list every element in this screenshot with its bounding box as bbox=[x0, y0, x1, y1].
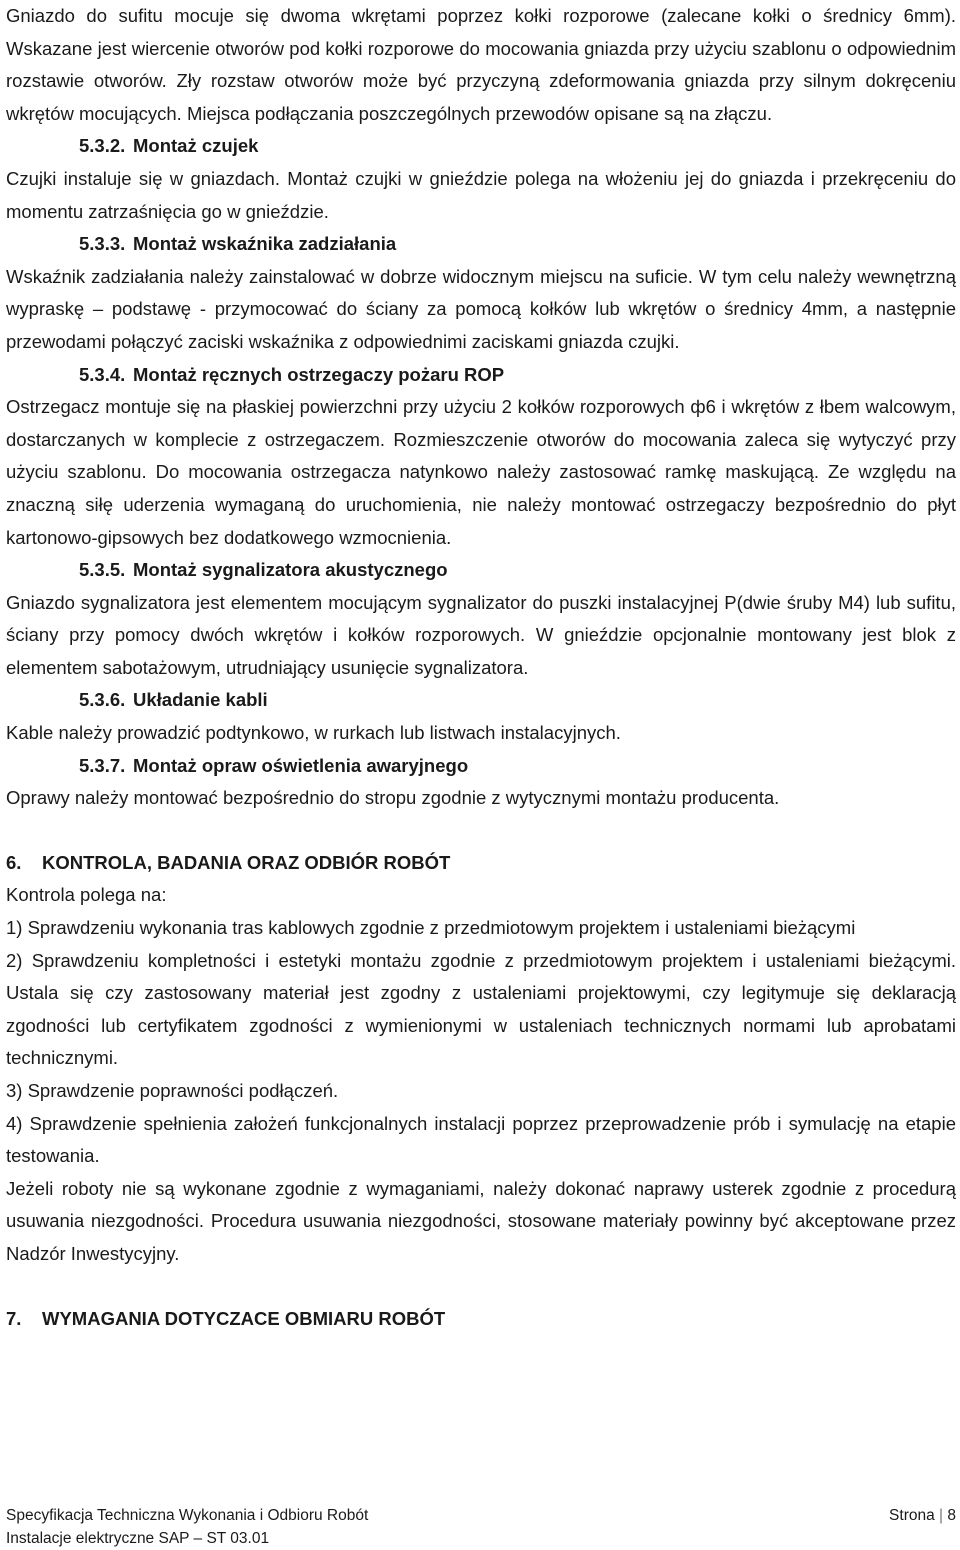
section-title: Montaż wskaźnika zadziałania bbox=[133, 233, 397, 255]
page-label: Strona bbox=[889, 1507, 935, 1524]
heading-6 bbox=[6, 847, 956, 880]
heading-5-3-4 bbox=[6, 359, 956, 392]
spacer bbox=[6, 1271, 956, 1303]
section-title: Montaż opraw oświetlenia awaryjnego bbox=[133, 754, 469, 776]
section-number: 5.3.2. bbox=[79, 135, 126, 157]
document-page bbox=[6, 0, 956, 1335]
list-item-1: 1) Sprawdzeniu wykonania tras kablowych zgodnie z przedmiotowym projektem i ustaleniami bieżącymi bbox=[6, 917, 856, 939]
paragraph-intro: Gniazdo do sufitu mocuje się dwoma wkrętami poprzez kołki rozporowe (zalecane kołki o średnicy 6mm). Wskazane jest wiercenie otworów pod kołki rozporowe do mocowania gniazda przy użyciu szablonu o odpowiednim rozstawie otworów. Zły rozstaw otworów może być przyczyną zdeformowania gniazda przy silnym dokręceniu wkrętów mocujących. Miejsca podłączania poszczególnych przewodów opisane są na złączu. bbox=[6, 5, 956, 124]
page-number: 8 bbox=[947, 1507, 956, 1524]
section-title: WYMAGANIA DOTYCZACE OBMIARU ROBÓT bbox=[42, 1307, 446, 1329]
section-number: 6. bbox=[6, 851, 22, 873]
section-title: KONTROLA, BADANIA ORAZ ODBIÓR ROBÓT bbox=[42, 851, 451, 873]
section-title: Montaż czujek bbox=[133, 135, 259, 157]
section-title: Montaż sygnalizatora akustycznego bbox=[133, 559, 448, 581]
list-item-2: 2) Sprawdzeniu kompletności i estetyki montażu zgodnie z przedmiotowym projektem i ustaleniami bieżącymi. Ustala się czy zastosowany materiał jest zgodny z ustaleniami projektowymi, czy legitymuje się deklaracją zgodności lub certyfikatem zgodności z wymienionymi w ustaleniach technicznych normami lub aprobatami technicznymi. bbox=[6, 949, 956, 1069]
footer-row-1 bbox=[6, 1504, 956, 1527]
section-number: 5.3.4. bbox=[79, 363, 126, 385]
section-number: 5.3.3. bbox=[79, 233, 126, 255]
list-item-3: 3) Sprawdzenie poprawności podłączeń. bbox=[6, 1080, 339, 1101]
footer-separator: | bbox=[939, 1507, 944, 1524]
paragraph-5-3-3: Wskaźnik zadziałania należy zainstalować w dobrze widocznym miejscu na suficie. W tym celu należy wewnętrzną wypraskę – podstawę - przymocować do ściany za pomocą kołków lub wkrętów o średnicy 4mm, a następnie przewodami połączyć zaciski wskaźnika z odpowiednimi zaciskami gniazda czujki. bbox=[6, 265, 956, 352]
heading-5-3-3 bbox=[6, 228, 956, 261]
paragraph-6-closing: Jeżeli roboty nie są wykonane zgodnie z wymaganiami, należy dokonać naprawy usterek zgodnie z procedurą usuwania niezgodności. Procedura usuwania niezgodności, stosowane materiały powinny być akceptowane przez Nadzór Inwestycyjny. bbox=[6, 1177, 956, 1264]
heading-7 bbox=[6, 1303, 956, 1336]
section-number: 7. bbox=[6, 1307, 22, 1329]
heading-5-3-2 bbox=[6, 130, 956, 163]
heading-5-3-7 bbox=[6, 750, 956, 783]
footer-doc-title: Specyfikacja Techniczna Wykonania i Odbioru Robót bbox=[6, 1507, 369, 1524]
footer-doc-code: Instalacje elektryczne SAP – ST 03.01 bbox=[6, 1530, 270, 1547]
paragraph-5-3-4: Ostrzegacz montuje się na płaskiej powierzchni przy użyciu 2 kołków rozporowych ф6 i wkrętów z łbem walcowym, dostarczanych w komplecie z ostrzegaczem. Rozmieszczenie otworów do mocowania zaleca się wytyczyć przy użyciu szablonu. Do mocowania ostrzegacza natynkowo należy zastosować ramkę maskującą. Ze względu na znaczną siłę uderzenia wymaganą do uruchomienia, nie należy montować ostrzegaczy bezpośrednio do płyt kartonowo-gipsowych bez dodatkowego wzmocnienia. bbox=[6, 396, 956, 548]
spacer bbox=[6, 815, 956, 847]
paragraph-6-intro: Kontrola polega na: bbox=[6, 884, 167, 906]
page-indicator bbox=[889, 1504, 956, 1527]
heading-5-3-5 bbox=[6, 554, 956, 587]
paragraph-5-3-2: Czujki instaluje się w gniazdach. Montaż czujki w gnieździe polega na włożeniu jej do gniazda i przekręceniu do momentu zatrzaśnięcia go w gnieździe. bbox=[6, 167, 956, 222]
section-number: 5.3.5. bbox=[79, 559, 126, 581]
section-title: Montaż ręcznych ostrzegaczy pożaru ROP bbox=[133, 363, 505, 385]
paragraph-5-3-5: Gniazdo sygnalizatora jest elementem mocującym sygnalizator do puszki instalacyjnej P(dwie śruby M4) lub sufitu, ściany przy pomocy dwóch wkrętów i kołków rozporowych. W gnieździe opcjonalnie montowany jest blok z elementem sabotażowym, utrudniający usunięcie sygnalizatora. bbox=[6, 591, 956, 678]
section-number: 5.3.6. bbox=[79, 689, 126, 711]
page-footer bbox=[6, 1504, 956, 1550]
paragraph-5-3-6: Kable należy prowadzić podtynkowo, w rurkach lub listwach instalacyjnych. bbox=[6, 722, 621, 744]
paragraph-5-3-7: Oprawy należy montować bezpośrednio do stropu zgodnie z wytycznymi montażu producenta. bbox=[6, 787, 780, 809]
heading-5-3-6 bbox=[6, 684, 956, 717]
list-item-4: 4) Sprawdzenie spełnienia założeń funkcjonalnych instalacji poprzez przeprowadzenie prób i symulację na etapie testowania. bbox=[6, 1112, 956, 1167]
section-number: 5.3.7. bbox=[79, 754, 126, 776]
section-title: Układanie kabli bbox=[133, 689, 268, 711]
